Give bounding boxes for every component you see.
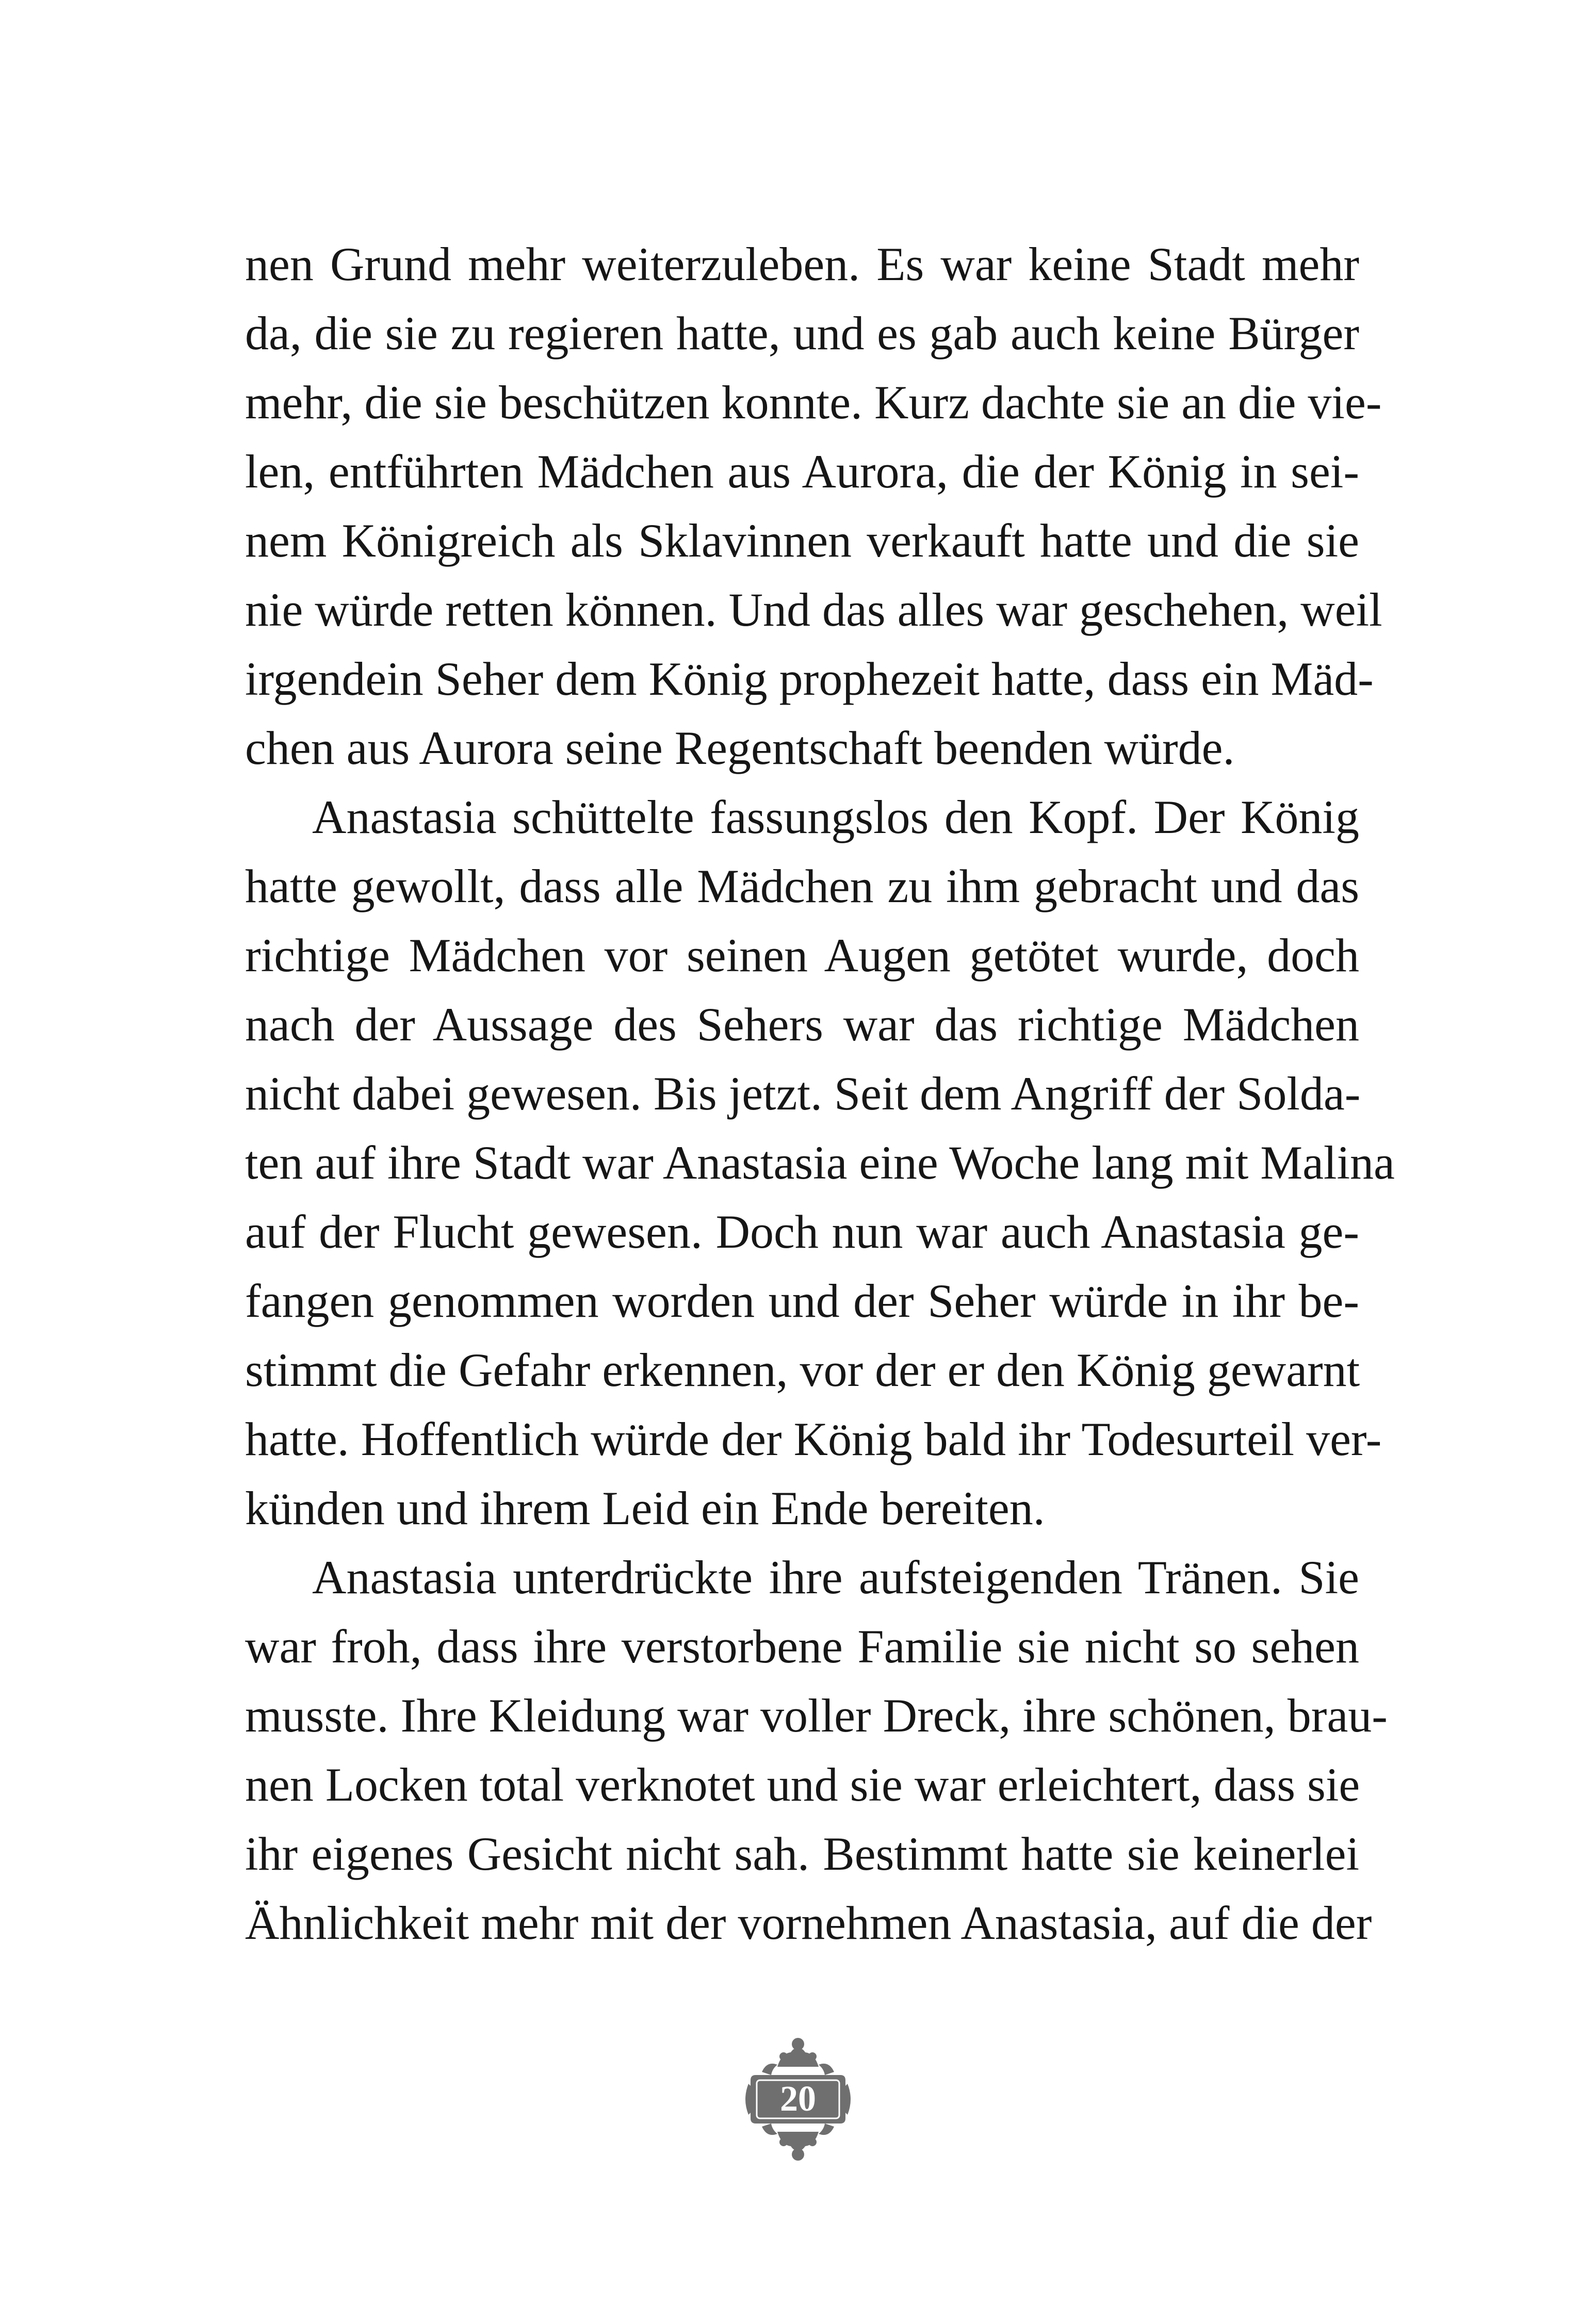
text-line: mehr, die sie beschützen konnte. Kurz dachte sie an die vie- bbox=[245, 376, 1382, 429]
text-line: musste. Ihre Kleidung war voller Dreck, ihre schönen, brau- bbox=[245, 1689, 1388, 1742]
text-line: nen Grund mehr weiterzuleben. Es war keine Stadt mehr bbox=[245, 238, 1359, 290]
text-line: nach der Aussage des Sehers war das richtige Mädchen bbox=[245, 998, 1359, 1051]
text-line: da, die sie zu regieren hatte, und es gab auch keine Bürger bbox=[245, 307, 1359, 360]
text-line: nem Königreich als Sklavinnen verkauft hatte und die sie bbox=[245, 514, 1359, 567]
text-line: ten auf ihre Stadt war Anastasia eine Woche lang mit Malina bbox=[245, 1136, 1395, 1189]
paragraph-first-line: Anastasia unterdrückte ihre aufsteigenden Tränen. Sie bbox=[312, 1551, 1359, 1604]
text-line: nicht dabei gewesen. Bis jetzt. Seit dem Angriff der Solda- bbox=[245, 1067, 1361, 1120]
text-line: stimmt die Gefahr erkennen, vor der er den König gewarnt bbox=[245, 1344, 1360, 1396]
text-line: nen Locken total verknotet und sie war erleichtert, dass sie bbox=[245, 1758, 1360, 1811]
text-line: auf der Flucht gewesen. Doch nun war auch Anastasia ge- bbox=[245, 1205, 1359, 1258]
text-line: nie würde retten können. Und das alles war geschehen, weil bbox=[245, 583, 1382, 636]
text-line: irgendein Seher dem König prophezeit hatte, dass ein Mäd- bbox=[245, 652, 1374, 705]
text-line: len, entführten Mädchen aus Aurora, die der König in sei- bbox=[245, 445, 1359, 498]
paragraph-end-line: künden und ihrem Leid ein Ende bereiten. bbox=[245, 1482, 1045, 1534]
paragraph-first-line: Anastasia schüttelte fassungslos den Kopf. Der König bbox=[312, 791, 1359, 843]
text-line: richtige Mädchen vor seinen Augen getötet wurde, doch bbox=[245, 929, 1359, 982]
text-line: hatte. Hoffentlich würde der König bald ihr Todesurteil ver- bbox=[245, 1413, 1382, 1465]
text-line: ihr eigenes Gesicht nicht sah. Bestimmt hatte sie keinerlei bbox=[245, 1827, 1359, 1880]
paragraph-end-line: chen aus Aurora seine Regentschaft beenden würde. bbox=[245, 722, 1235, 774]
text-line: war froh, dass ihre verstorbene Familie sie nicht so sehen bbox=[245, 1620, 1359, 1673]
page-number-ornament bbox=[741, 2035, 855, 2164]
text-line: hatte gewollt, dass alle Mädchen zu ihm gebracht und das bbox=[245, 860, 1359, 912]
text-line: fangen genommen worden und der Seher würde in ihr be- bbox=[245, 1275, 1359, 1327]
text-line: Ähnlichkeit mehr mit der vornehmen Anastasia, auf die der bbox=[245, 1897, 1372, 1949]
page-number: 20 bbox=[780, 2079, 816, 2119]
body-text bbox=[245, 230, 1395, 1957]
